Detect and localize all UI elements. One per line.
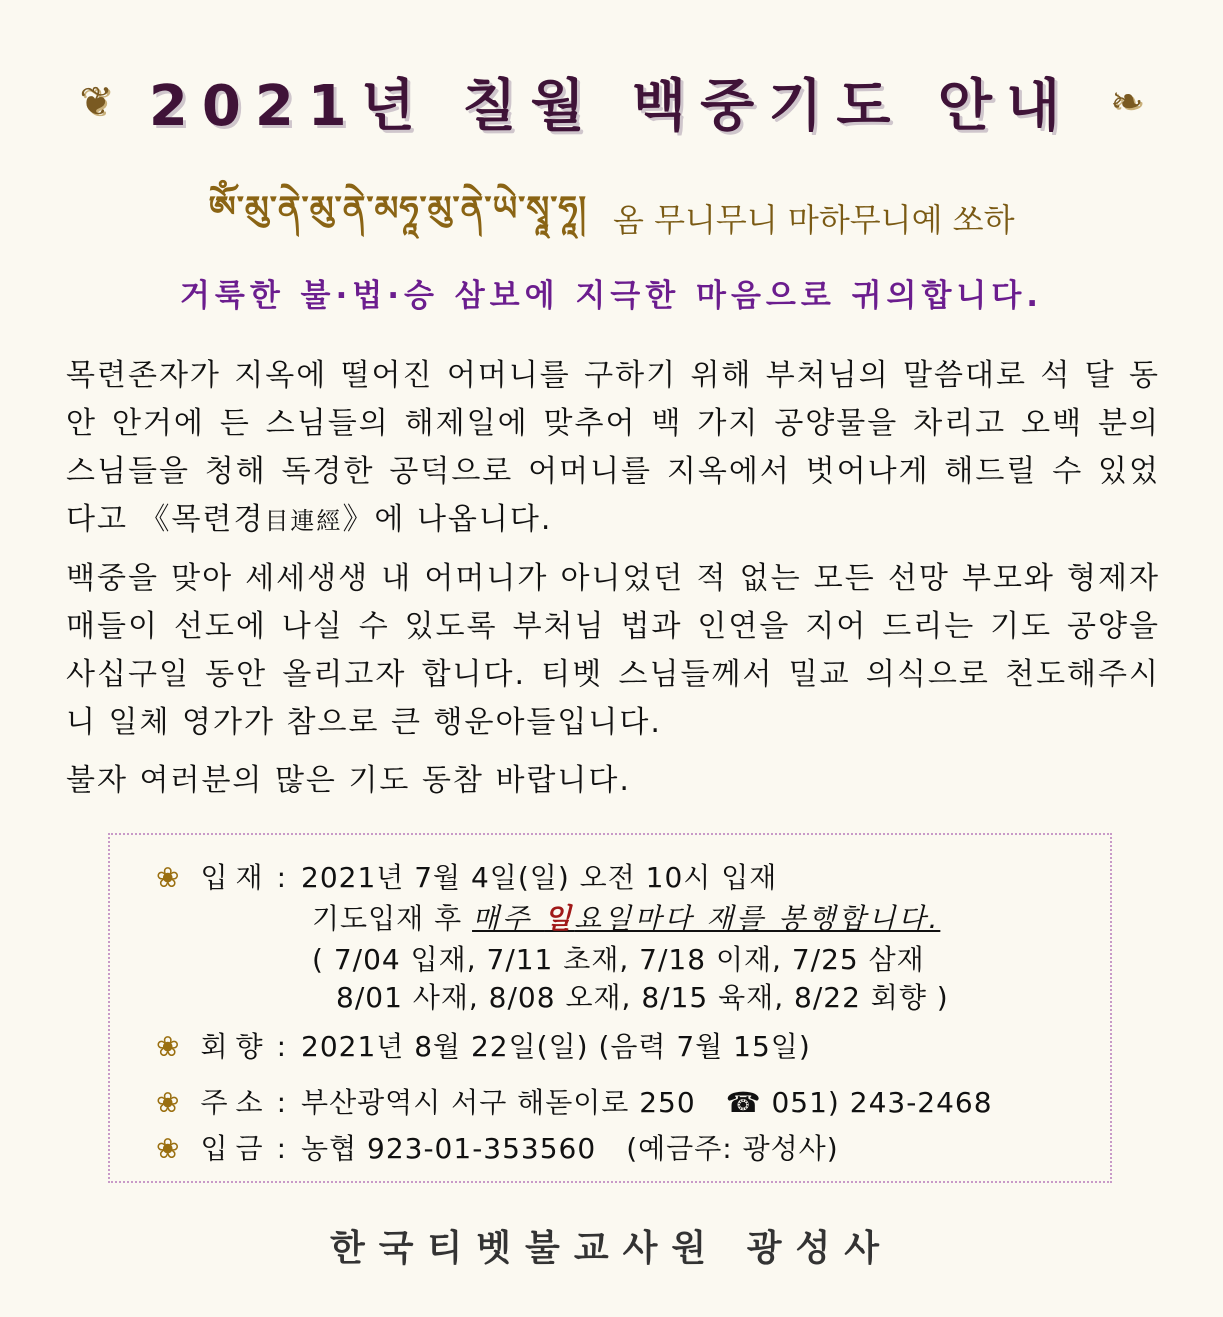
note-red: 일 — [544, 902, 575, 935]
address-label: 주소 — [200, 1086, 271, 1119]
info-end — [156, 1025, 811, 1065]
footer-temple-name: 한국티벳불교사원 광성사 — [329, 1228, 894, 1269]
paragraph-1-end: 》에 나옵니다. — [342, 502, 553, 537]
mantra-tibetan: ཨོཾ་མུ་ནེ་མུ་ནེ་མཧཱ་མུ་ནེ་ཡེ་སྭཱ་ཧཱ། — [208, 189, 588, 229]
paragraph-1 — [66, 352, 1160, 545]
flower-bullet-icon: ❀ — [156, 1086, 181, 1119]
mantra-korean: 옴 무니무니 마하무니예 쏘하 — [613, 201, 1015, 239]
sutra-hanja: 目連經 — [264, 507, 343, 535]
deposit-holder: (예금주: 광성사) — [626, 1132, 839, 1165]
ornament-left-icon: ❦ — [79, 79, 113, 125]
deposit-label: 입금 — [200, 1132, 271, 1165]
page-title: 2021년 칠월 백중기도 안내 — [148, 74, 1075, 139]
schedule-line-1: ( 7/04 입재, 7/11 초재, 7/18 이재, 7/25 삼재 — [312, 943, 925, 976]
note-emphasis — [472, 902, 940, 935]
info-deposit — [156, 1127, 839, 1167]
info-start — [156, 856, 777, 896]
colon: : — [276, 861, 288, 894]
start-label: 입재 — [200, 861, 271, 894]
note-b: 요일마다 재를 봉행합니다. — [574, 902, 941, 935]
phone-number: ☎ 051) 243-2468 — [725, 1086, 993, 1119]
colon: : — [276, 1132, 288, 1165]
start-value: 2021년 7월 4일(일) 오전 10시 입재 — [301, 861, 778, 894]
flower-bullet-icon: ❀ — [156, 1132, 181, 1165]
mantra-row — [0, 188, 1223, 248]
end-label: 회향 — [200, 1030, 271, 1063]
colon: : — [276, 1086, 288, 1119]
note-a: 매주 — [472, 902, 545, 935]
paragraph-1-text: 목련존자가 지옥에 떨어진 어머니를 구하기 위해 부처님의 말씀대로 석 달 동안 안거에 든 스님들의 해제일에 맞추어 백 가지 공양물을 차리고 오백 분의 스님들을 청해 독경한 공덕으로 어머니를 지옥에서 벗어나게 해드릴 수 있었다고 《목련경 — [66, 358, 1160, 537]
address-value: 부산광역시 서구 해돋이로 250 — [301, 1086, 696, 1119]
schedule-line-2: 8/01 사재, 8/08 오재, 8/15 육재, 8/22 회향 ) — [336, 981, 949, 1014]
end-value: 2021년 8월 22일(일) (음력 7월 15일) — [301, 1030, 811, 1063]
refuge-line: 거룩한 불·법·승 삼보에 지극한 마음으로 귀의합니다. — [179, 278, 1044, 314]
paragraph-2: 백중을 맞아 세세생생 내 어머니가 아니었던 적 없는 모든 선망 부모와 형제자매들이 선도에 나실 수 있도록 부처님 법과 인연을 지어 드리는 기도 공양을 사십구일 동안 올리고자 합니다. 티벳 스님들께서 밀교 의식으로 천도해주시니 일체 영가가 참으로 큰 행운아들입니다. — [66, 561, 1160, 740]
note-prefix: 기도입재 후 — [312, 902, 473, 935]
body-text — [66, 352, 1160, 815]
deposit-account: 농협 923-01-353560 — [301, 1132, 597, 1165]
colon: : — [276, 1030, 288, 1063]
info-address — [156, 1081, 993, 1121]
ornament-right-icon: ❧ — [1110, 79, 1144, 125]
flower-bullet-icon: ❀ — [156, 1030, 181, 1063]
title-row — [0, 62, 1223, 142]
flower-bullet-icon: ❀ — [156, 861, 181, 894]
start-note — [312, 897, 940, 937]
paragraph-3: 불자 여러분의 많은 기도 동참 바랍니다. — [66, 763, 631, 798]
